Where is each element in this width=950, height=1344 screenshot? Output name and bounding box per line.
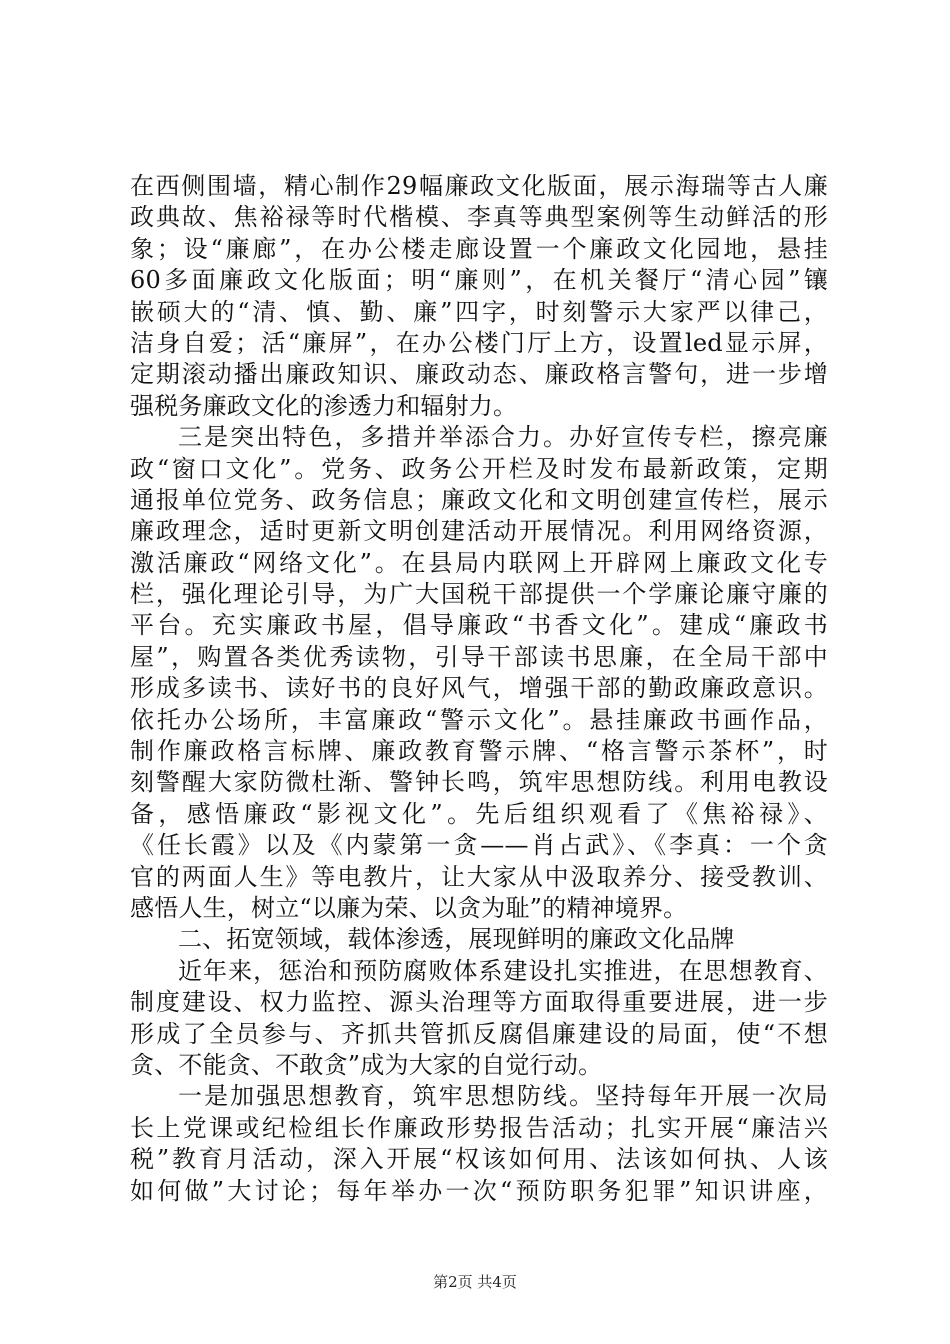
text-line: 备，感悟廉政“影视文化”。先后组织观看了《焦裕禄》、 [130, 799, 828, 828]
text-line: 《任长霞》以及《内蒙第一贪——肖占武》、《李真：一个贪 [130, 831, 828, 860]
text-line: 嵌硕大的“清、慎、勤、廉”四字，时刻警示大家严以律己， [130, 297, 828, 326]
text-line: 政“窗口文化”。党务、政务公开栏及时发布最新政策，定期 [130, 454, 828, 483]
text-line: 平台。充实廉政书屋，倡导廉政“书香文化”。建成“廉政书 [130, 611, 828, 640]
text-line: 依托办公场所，丰富廉政“警示文化”。悬挂廉政书画作品， [130, 705, 828, 734]
text-line: 激活廉政“网络文化”。在县局内联网上开辟网上廉政文化专 [130, 548, 828, 577]
text-line: 屋”，购置各类优秀读物，引导干部读书思廉，在全局干部中 [130, 642, 828, 671]
text-line: 官的两面人生》等电教片，让大家从中汲取养分、接受教训、 [130, 862, 828, 891]
body-text [130, 171, 828, 1207]
text-line: 如何做”大讨论；每年举办一次“预防职务犯罪”知识讲座， [130, 1176, 828, 1205]
text-line: 定期滚动播出廉政知识、廉政动态、廉政格言警句，进一步增 [130, 360, 828, 389]
text-line: 感悟人生，树立“以廉为荣、以贪为耻”的精神境界。 [130, 893, 688, 922]
text-line: 近年来，惩治和预防腐败体系建设扎实推进，在思想教育、 [178, 956, 828, 985]
text-line: 二、拓宽领域，载体渗透，展现鲜明的廉政文化品牌 [178, 925, 735, 954]
text-line: 政典故、焦裕禄等时代楷模、李真等典型案例等生动鲜活的形 [130, 203, 828, 232]
text-line: 三是突出特色，多措并举添合力。办好宣传专栏，擦亮廉 [178, 423, 828, 452]
text-line: 形成了全员参与、齐抓共管抓反腐倡廉建设的局面，使“不想 [130, 1019, 828, 1048]
text-line: 制度建设、权力监控、源头治理等方面取得重要进展，进一步 [130, 988, 828, 1017]
text-line: 洁身自爱；活“廉屏”，在办公楼门厅上方，设置led显示屏， [130, 328, 828, 357]
text-line: 60多面廉政文化版面；明“廉则”，在机关餐厅“清心园”镶 [130, 266, 828, 295]
text-line: 形成多读书、读好书的良好风气，增强干部的勤政廉政意识。 [130, 674, 828, 703]
text-line: 制作廉政格言标牌、廉政教育警示牌、“格言警示茶杯”，时 [130, 737, 828, 766]
text-line: 一是加强思想教育，筑牢思想防线。坚持每年开展一次局 [178, 1082, 828, 1111]
text-line: 通报单位党务、政务信息；廉政文化和文明创建宣传栏，展示 [130, 485, 828, 514]
text-line: 在西侧围墙，精心制作29幅廉政文化版面，展示海瑞等古人廉 [130, 172, 828, 200]
text-line: 廉政理念，适时更新文明创建活动开展情况。利用网络资源， [130, 517, 828, 546]
text-line: 刻警醒大家防微杜渐、警钟长鸣，筑牢思想防线。利用电教设 [130, 768, 828, 797]
page-footer: 第2页 共4页 [433, 1273, 517, 1291]
text-line: 栏，强化理论引导，为广大国税干部提供一个学廉论廉守廉的 [130, 580, 828, 609]
text-line: 贪、不能贪、不敢贪”成为大家的自觉行动。 [130, 1050, 603, 1079]
text-line: 长上党课或纪检组长作廉政形势报告活动；扎实开展“廉洁兴 [130, 1113, 828, 1142]
text-line: 象；设“廉廊”，在办公楼走廊设置一个廉政文化园地，悬挂 [130, 234, 828, 263]
text-line: 强税务廉政文化的渗透力和辐射力。 [130, 391, 518, 420]
text-line: 税”教育月活动，深入开展“权该如何用、法该如何执、人该 [130, 1145, 828, 1174]
